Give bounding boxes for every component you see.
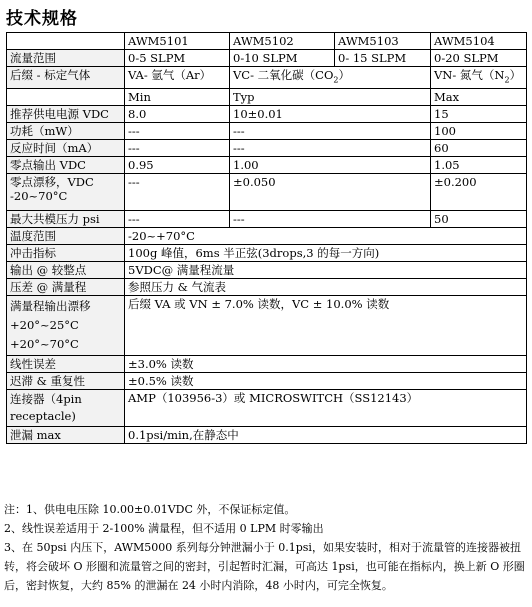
table-cell: -20~+70°C — [125, 228, 527, 245]
table-cell: 5VDC@ 满量程流量 — [125, 262, 527, 279]
gas-vn-subscript: 2 — [504, 75, 510, 85]
typ-header: Typ — [230, 89, 431, 106]
row-label: 温度范围 — [7, 228, 125, 245]
row-label: 冲击指标 — [7, 245, 125, 262]
model-header: AWM5103 — [335, 33, 431, 50]
table-cell: 0-20 SLPM — [431, 50, 527, 67]
row-label-line: receptacle) — [10, 409, 76, 424]
table-cell: 0-10 SLPM — [230, 50, 335, 67]
table-row — [7, 390, 527, 427]
row-label: 反应时间（mA） — [7, 140, 125, 157]
table-cell: ±0.5% 读数 — [125, 373, 527, 390]
model-header: AWM5102 — [230, 33, 335, 50]
row-label: 功耗（mW） — [7, 123, 125, 140]
min-header: Min — [125, 89, 230, 106]
table-cell — [7, 89, 125, 106]
row-label: 迟滞 & 重复性 — [7, 373, 125, 390]
row-label-line: 连接器（4pin — [10, 392, 82, 407]
row-label: 零点输出 VDC — [7, 157, 125, 174]
table-row — [7, 427, 527, 444]
table-cell: 0.1psi/min,在静态中 — [125, 427, 527, 444]
table-cell: --- — [125, 211, 230, 228]
gas-vn-text: VN- 氮气（N — [434, 68, 505, 82]
table-cell: 10±0.01 — [230, 106, 431, 123]
table-cell: VA- 氩气（Ar） — [125, 67, 230, 89]
row-label: 流量范围 — [7, 50, 125, 67]
row-label — [7, 296, 125, 356]
table-cell: 60 — [431, 140, 527, 157]
gas-vc-text: VC- 二氧化碳（CO — [233, 68, 334, 82]
table-cell: 50 — [431, 211, 527, 228]
table-row — [7, 33, 527, 50]
row-label-line: -20~70°C — [10, 189, 68, 204]
model-header: AWM5104 — [431, 33, 527, 50]
row-label: 泄漏 max — [7, 427, 125, 444]
row-label: 输出 @ 较整点 — [7, 262, 125, 279]
table-cell: 1.00 — [230, 157, 431, 174]
table-cell: 0-5 SLPM — [125, 50, 230, 67]
row-label: 后缀 - 标定气体 — [7, 67, 125, 89]
table-row — [7, 140, 527, 157]
table-cell: --- — [230, 211, 431, 228]
table-cell: ±0.200 — [431, 174, 527, 211]
table-row — [7, 50, 527, 67]
table-row — [7, 262, 527, 279]
table-row — [7, 279, 527, 296]
table-row — [7, 296, 527, 356]
table-cell: 100g 峰值，6ms 半正弦(3drops,3 的每一方向) — [125, 245, 527, 262]
table-cell — [230, 67, 431, 89]
row-label: 最大共模压力 psi — [7, 211, 125, 228]
note-item: 3、在 50psi 内压下，AWM5000 系列每分钟泄漏小于 0.1psi，如果安装时，相对于流量管的连接器被扭转，将会破坏 O 形圈和流量管之间的密封，引起暂时汇漏，可高达 1psi，也可能在指标内，换上新 O 形圈后，密封恢复，大约 85% 的泄漏在 24 小时内消除，48 小时内，可完全恢复。 — [4, 541, 525, 592]
row-label — [7, 174, 125, 211]
table-cell: ±3.0% 读数 — [125, 356, 527, 373]
table-cell: --- — [125, 140, 230, 157]
table-cell: 0- 15 SLPM — [335, 50, 431, 67]
note-item: 2、线性误差适用于 2-100% 满量程，但不适用 0 LPM 时零输出 — [4, 522, 324, 535]
table-row — [7, 228, 527, 245]
table-cell: 15 — [431, 106, 527, 123]
table-row — [7, 123, 527, 140]
table-cell: --- — [230, 140, 431, 157]
table-cell: 参照压力 & 气流表 — [125, 279, 527, 296]
row-label-line: +20°~70°C — [10, 337, 79, 352]
table-cell: AMP（103956-3）或 MICROSWITCH（SS12143） — [125, 390, 527, 427]
gas-vn-end: ） — [509, 68, 522, 82]
table-row — [7, 89, 527, 106]
table-cell: --- — [125, 123, 230, 140]
notes — [4, 500, 526, 595]
table-cell: 1.05 — [431, 157, 527, 174]
table-row — [7, 211, 527, 228]
table-row — [7, 174, 527, 211]
table-cell: 后缀 VA 或 VN ± 7.0% 读数，VC ± 10.0% 读数 — [125, 296, 527, 356]
table-row — [7, 373, 527, 390]
row-label — [7, 390, 125, 427]
row-label: 推荐供电电源 VDC — [7, 106, 125, 123]
table-cell: --- — [125, 174, 230, 211]
row-label-line: 零点漂移，VDC — [10, 175, 94, 190]
model-header: AWM5101 — [125, 33, 230, 50]
table-row — [7, 106, 527, 123]
gas-vc-end: ） — [338, 68, 350, 82]
table-cell: 0.95 — [125, 157, 230, 174]
row-label-line: +20°~25°C — [10, 318, 79, 333]
table-row — [7, 245, 527, 262]
table-cell: 100 — [431, 123, 527, 140]
table-cell: ±0.050 — [230, 174, 431, 211]
table-row — [7, 356, 527, 373]
row-label: 线性误差 — [7, 356, 125, 373]
table-cell — [431, 67, 527, 89]
table-cell: --- — [230, 123, 431, 140]
table-row — [7, 157, 527, 174]
gas-vc-subscript: 2 — [333, 75, 339, 85]
table-cell: 8.0 — [125, 106, 230, 123]
spec-table — [6, 32, 527, 444]
max-header: Max — [431, 89, 527, 106]
row-label: 压差 @ 满量程 — [7, 279, 125, 296]
row-label-line: 满量程输出漂移 — [10, 299, 91, 314]
note-item: 注：1、供电电压除 10.00±0.01VDC 外，不保证标定值。 — [4, 503, 296, 516]
table-row — [7, 67, 527, 89]
page-title: 技术规格 — [6, 9, 78, 29]
table-cell — [7, 33, 125, 50]
